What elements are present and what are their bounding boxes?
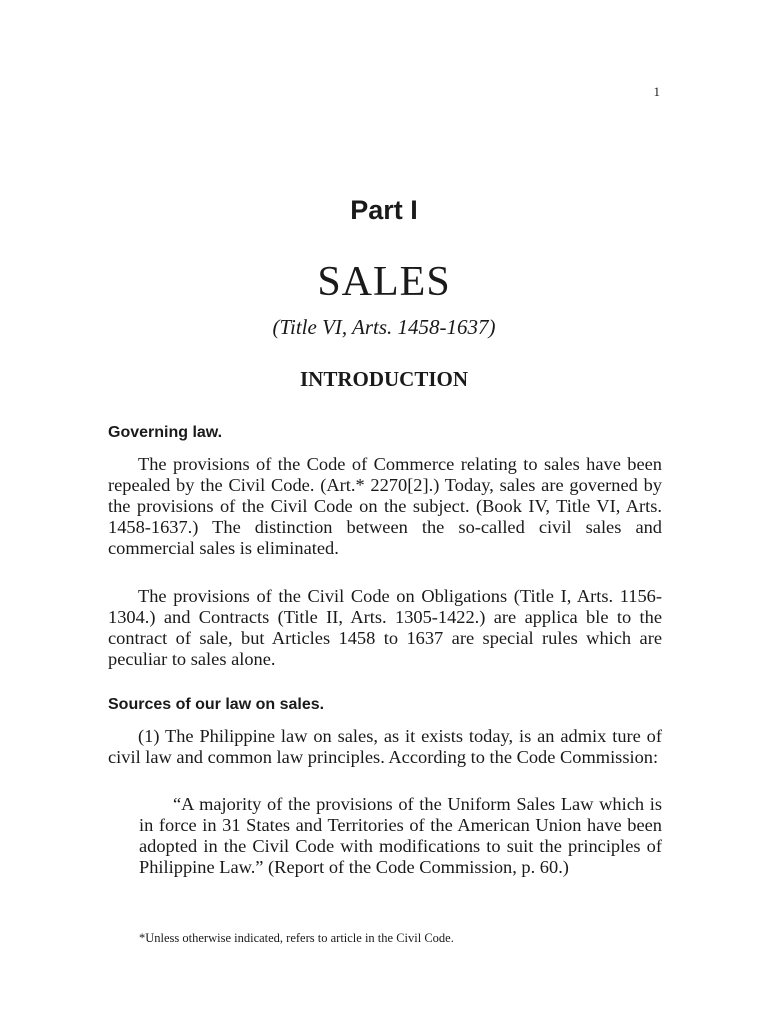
heading-governing-law: Governing law.	[108, 424, 223, 441]
subtitle: (Title VI, Arts. 1458-1637)	[272, 315, 496, 339]
footnote: *Unless otherwise indicated, refers to article in the Civil Code.	[139, 931, 454, 945]
paragraph-sources-of-law-1: (1) The Philippine law on sales, as it exists today, is an admix ture of civil law and common law principles. According to the Code Commission:	[108, 726, 662, 767]
part-title: Part I	[350, 195, 418, 225]
page-number: 1	[653, 84, 660, 99]
paragraph-governing-law-2: The provisions of the Civil Code on Obligations (Title I, Arts. 1156-1304.) and Contracts (Title II, Arts. 1305-1422.) are applica ble to the contract of sale, but Articles 1458 to 1637 are special rules which are peculiar to sales alone.	[108, 586, 662, 669]
block-quote: “A majority of the provisions of the Uniform Sales Law which is in force in 31 States and Territories of the American Union have been adopted in the Civil Code with modifications to suit the principles of Philippine Law.” (Report of the Code Commission, p. 60.)	[139, 794, 662, 877]
paragraph-governing-law-1: The provisions of the Code of Commerce relating to sales have been repealed by the Civil Code. (Art.* 2270[2].) Today, sales are governed by the provisions of the Civil Code on the subject. (Book IV, Title VI, Arts. 1458-1637.) The distinction between the so-called civil sales and commercial sales is eliminated.	[108, 454, 662, 558]
main-title: SALES	[317, 259, 451, 305]
section-title: INTRODUCTION	[299, 367, 469, 391]
heading-sources-of-law: Sources of our law on sales.	[108, 696, 325, 713]
